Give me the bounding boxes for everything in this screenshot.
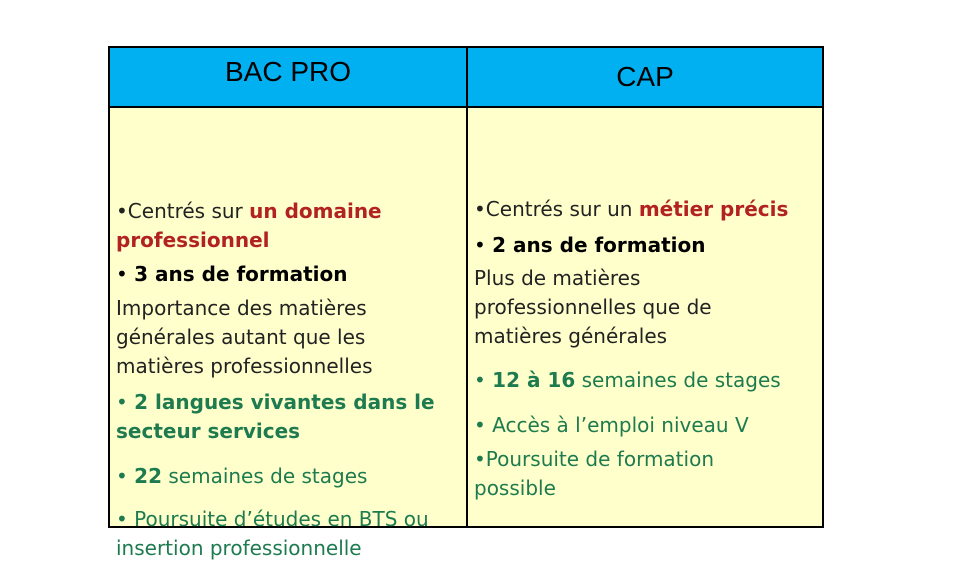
bac-languages-line1: • 2 langues vivantes dans le: [116, 390, 435, 414]
bac-languages-line2: secteur services: [116, 419, 301, 443]
cap-employment: • Accès à l’emploi niveau V: [474, 413, 749, 437]
header-cap: CAP: [468, 48, 822, 106]
cap-continuation-line2: possible: [474, 476, 556, 500]
bac-importance-line3: matières professionnelles: [116, 354, 373, 378]
cap-stages: • 12 à 16 semaines de stages: [474, 368, 781, 392]
cap-duration: • 2 ans de formation: [474, 233, 706, 257]
bac-duration: • 3 ans de formation: [116, 262, 348, 286]
cap-subjects-line2: professionnelles que de: [474, 295, 712, 319]
bac-stages: • 22 semaines de stages: [116, 464, 368, 488]
cap-trade: •Centrés sur un métier précis: [474, 197, 789, 221]
header-divider: [110, 106, 822, 108]
bac-importance-line1: Importance des matières: [116, 296, 367, 320]
comparison-table: [108, 46, 824, 560]
header-bac-pro: BAC PRO: [110, 48, 466, 106]
cap-continuation-line1: •Poursuite de formation: [474, 447, 714, 471]
bac-continuation-line2: insertion professionnelle: [116, 536, 362, 560]
bac-continuation-line1: • Poursuite d’études en BTS ou: [116, 507, 429, 531]
cap-subjects-line3: matières générales: [474, 324, 668, 348]
bac-domain-line2: professionnel: [116, 228, 270, 252]
column-divider: [466, 48, 468, 526]
bac-domain-line1: •Centrés sur un domaine: [116, 199, 382, 223]
cap-subjects-line1: Plus de matières: [474, 266, 641, 290]
bac-importance-line2: générales autant que les: [116, 325, 366, 349]
